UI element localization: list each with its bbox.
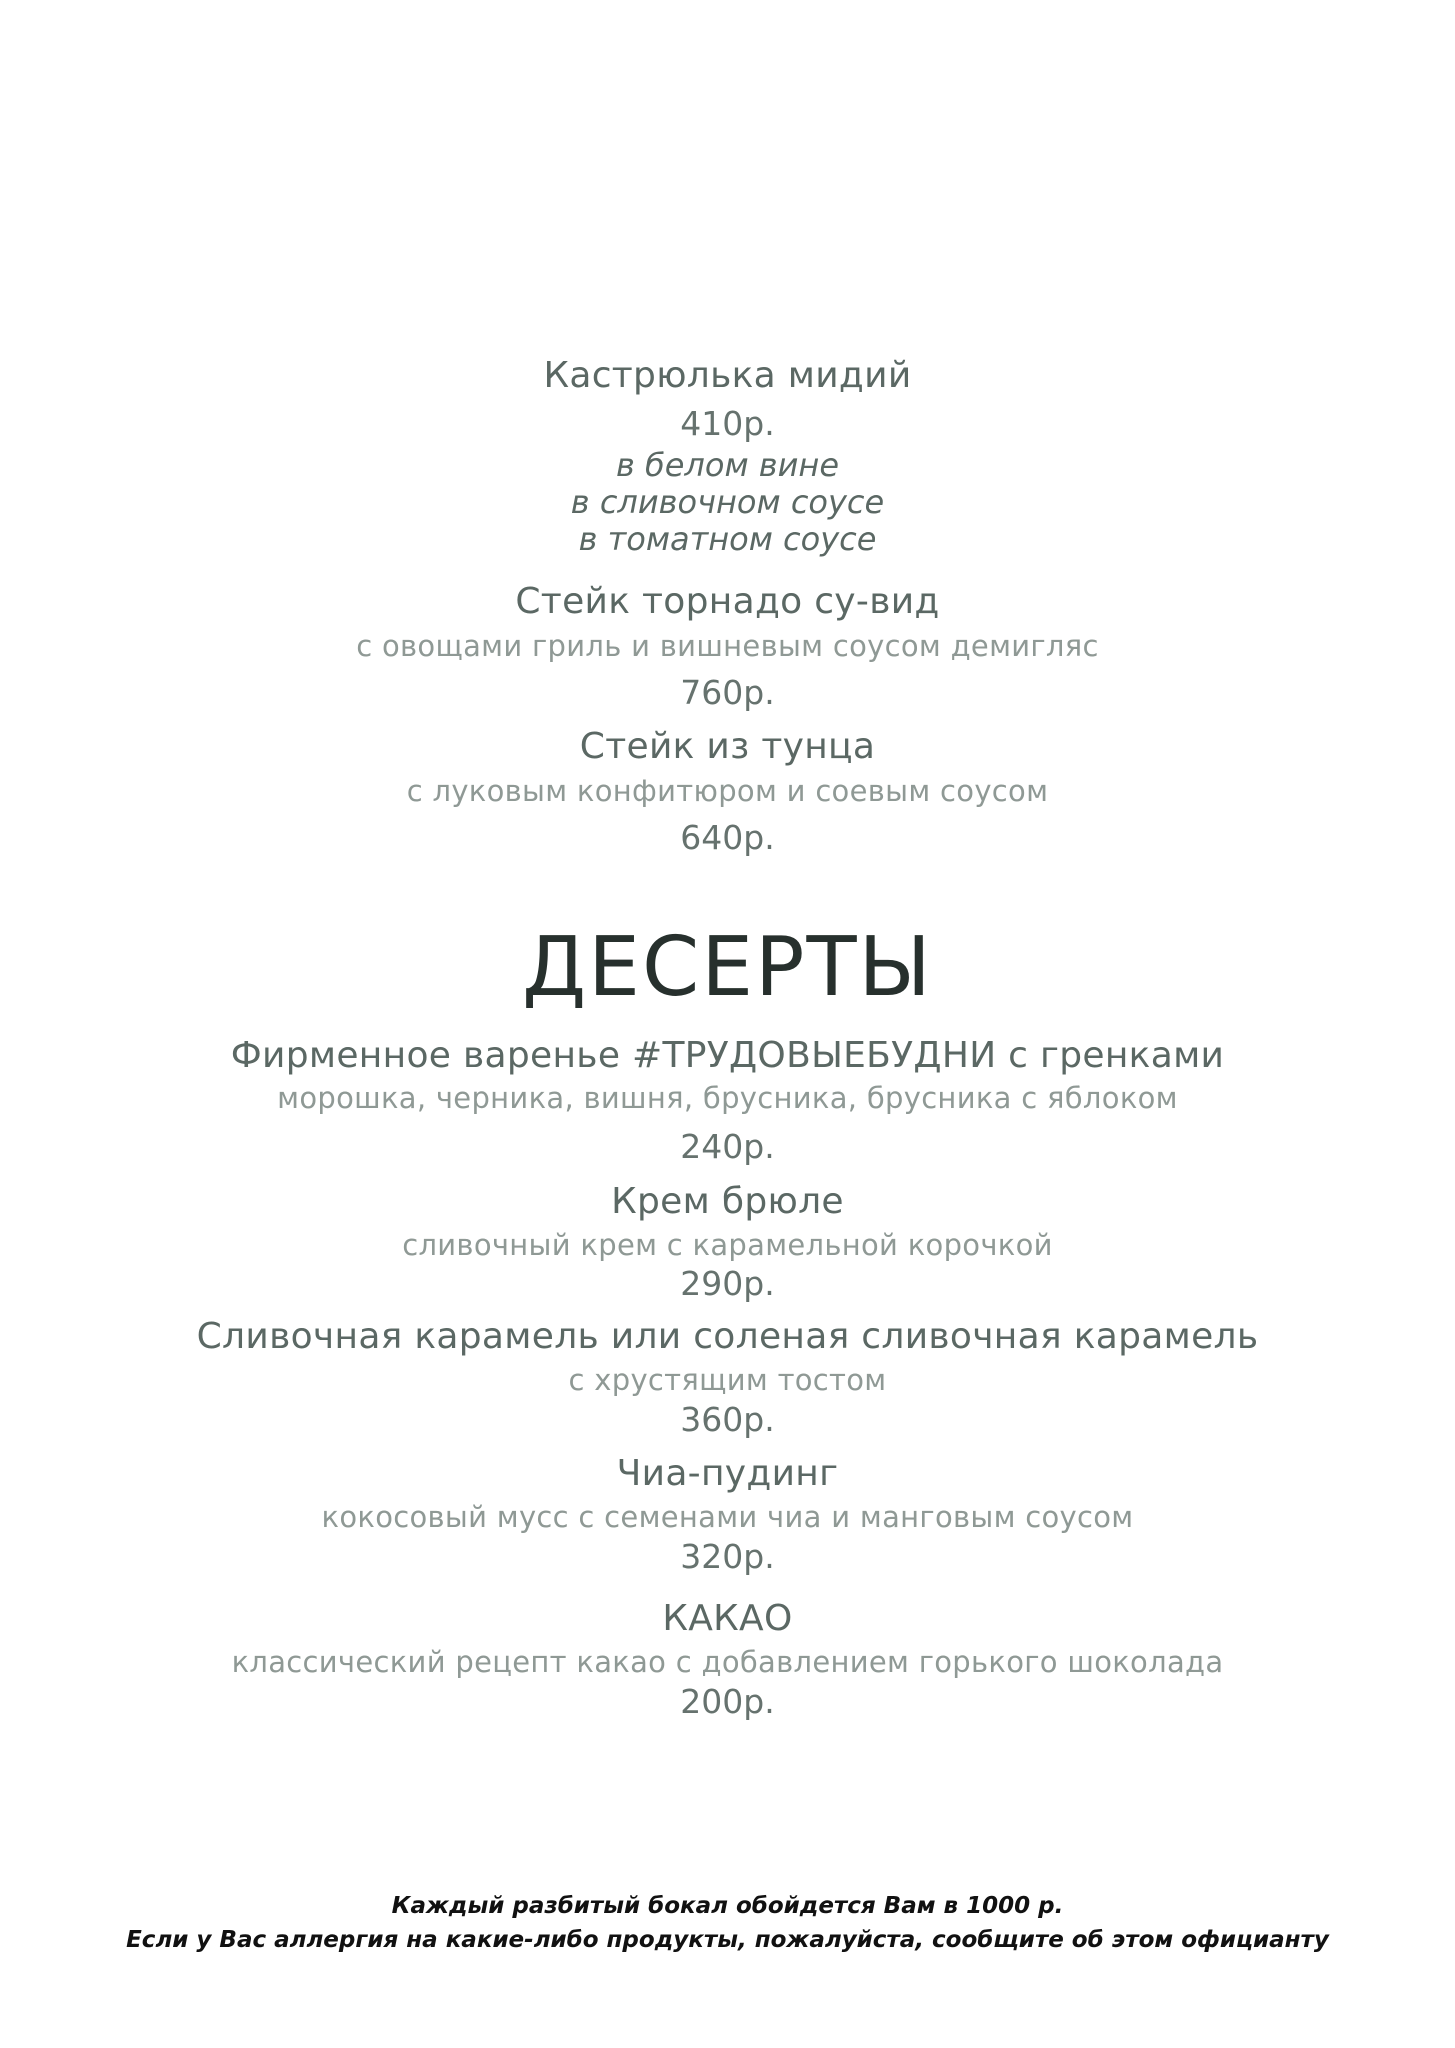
dish-description: с овощами гриль и вишневым соусом демигляс <box>356 629 1099 663</box>
menu-item-jam <box>0 1034 1455 1078</box>
dish-option: в сливочном соусе <box>570 483 885 521</box>
dish-description-block <box>0 1642 1455 1682</box>
dish-name: Кастрюлька мидий <box>543 355 912 396</box>
dish-name: КАКАО <box>662 1598 793 1639</box>
footer-glass-note: Каждый разбитый бокал обойдется Вам в 1000 р. <box>391 1893 1064 1919</box>
dish-name: Стейк из тунца <box>579 726 876 767</box>
dish-description: с хрустящим тостом <box>568 1363 887 1397</box>
dish-description: с луковым конфитюром и соевым соусом <box>406 774 1049 808</box>
dish-name: Сливочная карамель или соленая сливочная карамель <box>196 1316 1259 1357</box>
dish-price-block <box>0 1535 1455 1579</box>
dish-name: Стейк торнадо су-вид <box>515 581 940 622</box>
dish-price-block <box>0 1125 1455 1169</box>
dish-price: 200р. <box>680 1682 775 1721</box>
dish-price-block <box>0 402 1455 446</box>
dish-options <box>0 447 1455 558</box>
menu-item-steak-tornado <box>0 580 1455 624</box>
dish-price-block <box>0 671 1455 715</box>
dish-description-block <box>0 1360 1455 1400</box>
dish-price: 640р. <box>680 818 775 857</box>
dish-price-block <box>0 1262 1455 1306</box>
dish-description-block <box>0 771 1455 811</box>
menu-item-tuna-steak <box>0 725 1455 769</box>
dish-description: кокосовый мусс с семенами чиа и манговым соусом <box>321 1500 1134 1534</box>
dish-name: Крем брюле <box>611 1181 844 1222</box>
dish-price: 410р. <box>680 404 775 443</box>
menu-item-chia-pudding <box>0 1452 1455 1496</box>
footer-notes <box>0 1889 1455 1957</box>
dish-description: сливочный крем с карамельной корочкой <box>402 1228 1053 1262</box>
dish-name: Чиа-пудинг <box>616 1453 839 1494</box>
dish-description: классический рецепт какао с добавлением горького шоколада <box>231 1645 1224 1679</box>
dish-price-block <box>0 816 1455 860</box>
section-title: ДЕСЕРТЫ <box>522 920 933 1015</box>
menu-item-mussels <box>0 354 1455 398</box>
dish-description: морошка, черника, вишня, брусника, брусника с яблоком <box>277 1081 1178 1115</box>
dish-price-block <box>0 1398 1455 1442</box>
menu-item-creme-brulee <box>0 1180 1455 1224</box>
dish-price-block <box>0 1680 1455 1724</box>
dish-name: Фирменное варенье #ТРУДОВЫЕБУДНИ с гренками <box>230 1035 1225 1076</box>
dish-price: 360р. <box>680 1400 775 1439</box>
dish-option: в томатном соусе <box>578 520 877 558</box>
dish-price: 320р. <box>680 1537 775 1576</box>
dish-description-block <box>0 626 1455 666</box>
dish-description-block <box>0 1078 1455 1118</box>
dish-price: 240р. <box>680 1127 775 1166</box>
dish-option: в белом вине <box>615 446 840 484</box>
dish-price: 760р. <box>680 673 775 712</box>
menu-item-caramel <box>0 1315 1455 1359</box>
dish-price: 290р. <box>680 1264 775 1303</box>
menu-item-cocoa <box>0 1597 1455 1641</box>
dish-description-block <box>0 1225 1455 1265</box>
footer-allergy-note: Если у Вас аллергия на какие-либо продукты, пожалуйста, сообщите об этом официанту <box>126 1927 1329 1953</box>
section-desserts <box>0 920 1455 1016</box>
dish-description-block <box>0 1497 1455 1537</box>
